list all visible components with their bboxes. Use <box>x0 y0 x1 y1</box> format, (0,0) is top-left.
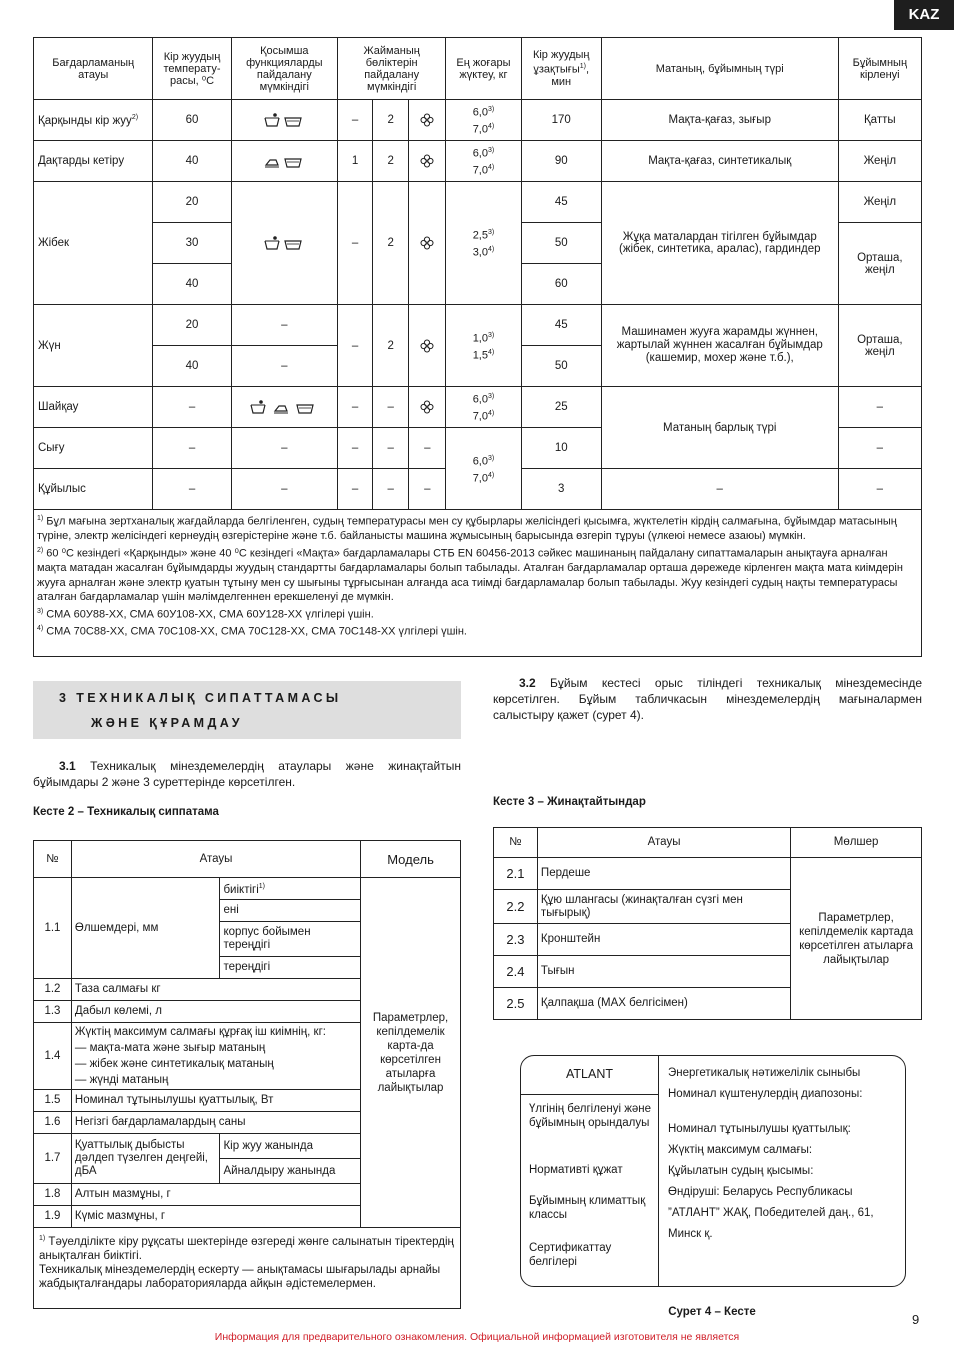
header-name: Атауы <box>71 841 360 878</box>
flower-icon <box>409 387 446 428</box>
cell-depth: тереңдігі <box>220 957 361 979</box>
program-drain: Құйылыс <box>34 469 153 510</box>
cell-name: Қалпақша (МАХ белгісімен) <box>537 988 790 1020</box>
program-wool: Жүн <box>34 305 153 387</box>
cell-part2: – <box>373 428 409 469</box>
header-model: Модель <box>361 841 461 878</box>
header-qty: Мөлшер <box>791 828 922 858</box>
header-fabric-type: Матаның, бұйымның түрі <box>601 38 838 100</box>
language-tag: KAZ <box>894 0 954 30</box>
cell-part2: 2 <box>373 141 409 182</box>
cell-part1: – <box>337 182 372 305</box>
cell-num: 1.2 <box>34 979 72 1001</box>
cell-duration: 45 <box>521 182 601 223</box>
cell-temp: 40 <box>153 346 231 387</box>
header-temperature: Кір жуудың температу- расы, ⁰С <box>153 38 231 100</box>
cell-name: Өлшемдері, мм <box>71 878 220 979</box>
cell-name: Дабыл көлемі, л <box>71 1001 360 1023</box>
cell-part2: 2 <box>373 182 409 305</box>
program-intensive: Қарқынды кір жуу$^{2)}$ <box>34 100 153 141</box>
plate-cert-label: Сертификаттау белгілері <box>529 1242 612 1268</box>
section-title-line1: 3 ТЕХНИКАЛЫҚ СИПАТТАМАСЫ <box>59 691 342 705</box>
cell-soil: Орташа, жеңіл <box>838 223 921 305</box>
cell-fabric: Машинамен жууға жарамды жүннен, жартылай жүннен жасалған бұйымдар (кашемир, мохер және т.б.), <box>601 305 838 387</box>
table-row <box>34 878 461 900</box>
cell-name: Пердеше <box>537 858 790 890</box>
footer-disclaimer: Информация для предварительного ознакомления. Официальной информацией изготовителя не является <box>214 1331 740 1343</box>
cell-fabric: Матаның барлық түрі <box>601 387 838 469</box>
table-notes <box>34 1228 461 1309</box>
header-name: Атауы <box>537 828 790 858</box>
program-rinse: Шайқау <box>34 387 153 428</box>
figure4-caption: Сурет 4 – Кесте <box>668 1306 756 1318</box>
cell-num: 1.6 <box>34 1112 72 1134</box>
cell-extra: – <box>231 346 337 387</box>
table-row <box>34 387 922 428</box>
cell-name: Кронштейн <box>537 924 790 956</box>
program-silk: Жібек <box>34 182 153 305</box>
cell-num: 1.4 <box>34 1023 72 1090</box>
components-table <box>493 827 922 1020</box>
cell-part1: – <box>337 469 372 510</box>
cell-name: Тығын <box>537 956 790 988</box>
program-spin: Сығу <box>34 428 153 469</box>
flower-icon <box>409 141 446 182</box>
cell-num: 2.1 <box>494 858 538 890</box>
programs-table <box>33 37 922 657</box>
cell-temp: 40 <box>153 264 231 305</box>
extra-icons <box>231 141 337 182</box>
cell-duration: 10 <box>521 428 601 469</box>
stain-basin-icon <box>263 153 305 169</box>
cell-soil: Орташа, жеңіл <box>838 305 921 387</box>
prewash-basin-icon <box>263 112 305 128</box>
cell-num: 1.5 <box>34 1090 72 1112</box>
prewash-basin-icon <box>263 235 305 251</box>
cell-duration: 50 <box>521 223 601 264</box>
cell-num: 2.2 <box>494 890 538 924</box>
table2-caption: Кесте 2 – Техникалық сиппатама <box>33 806 219 818</box>
cell-temp: – <box>153 387 231 428</box>
section-title-line2: ЖӘНЕ ҚҰРАМДАУ <box>91 716 243 730</box>
note-2: $^{2)}$ 60 ⁰С кезіндегі «Қарқынды» және 40 ⁰С кезіндегі «Мақта» бағдарламалары СТБ ЕN 60456-2013 сәйкес машинаның пайдалану сипаттамаларын анықтауға арналған мақта матадан жасалған бұйымдарды жуудың стандартты бағдарламалары болып табылады. Аталған бағдарламалар орташа дәрежеде кірленген мақта мата киімдерін жууға арналған және электр қуатын тұтыну мен су шығыны тұрғысынан алғанда аса тиімді бағдарламалар болып табылады. Жуу кезіндегі судың нақты температурасы аталған бағдарламалар үшін мәлімделгеннен ерекшеленуі де мүмкін. <box>37 546 903 604</box>
plate-climate-label: Бұйымның климаттық классы <box>529 1195 646 1221</box>
cell-width: ені <box>220 900 361 922</box>
extra-icons <box>231 387 337 428</box>
cell-load: 6,0$^{3)}$ 7,0$^{4)}$ <box>446 100 521 141</box>
brand-logo: ATLANT <box>566 1067 613 1081</box>
plate-model-label: Үлгінің белгіленуі және бұйымның орындалуы <box>529 1103 652 1129</box>
cell-name: Күміс мазмұны, г <box>71 1206 360 1228</box>
cell-soil: Қатты <box>838 100 921 141</box>
cell-name: Алтын мазмұны, г <box>71 1184 360 1206</box>
note-1: $^{1)}$ Бұл мағына зертханалық жағдайларда белгіленген, судың температурасы мен су құбырлары желісіндегі қысымға, жүктелетін кірдің салмағына, бұйымдар матасының түріне, электр желісіндегі кернеудің өзгерістеріне және т.б. байланысты машина жұмысының барысында өзгеріп тұруы (үлкеюі немесе азаюы) мүмкін. <box>37 515 897 543</box>
table-row <box>34 182 922 223</box>
cell-num: 1.3 <box>34 1001 72 1023</box>
cell-num: 1.7 <box>34 1134 72 1184</box>
cell-temp: 20 <box>153 305 231 346</box>
cell-temp: 30 <box>153 223 231 264</box>
cell-body-depth: корпус бойымен тереңдігі <box>220 922 361 957</box>
header-extra-functions: Қосымша функцияларды пайдалану мүмкіндігі <box>231 38 337 100</box>
cell-temp: – <box>153 469 231 510</box>
cell-part1: – <box>337 387 372 428</box>
cell-duration: 25 <box>521 387 601 428</box>
cell-part1: – <box>337 305 372 387</box>
cell-load: 6,0$^{3)}$ 7,0$^{4)}$ <box>446 141 521 182</box>
table2-note: $^{1)}$ Тәуелділікте кіру рұқсаты шектерінде өзгереді жөнге салынатын тіректердің анықталған биіктігі. Техникалық мінездемелердің ескерту — анықтамасы шығарылады арнайы жабдықталғандары лабораторияларда айқын әдістемелермен. <box>34 1228 461 1309</box>
header-duration: Кір жуудың ұзақтығы$^{1)}$, мин <box>521 38 601 100</box>
table-row <box>34 100 922 141</box>
cell-soil: Жеңіл <box>838 182 921 223</box>
cell-temp: 60 <box>153 100 231 141</box>
extra-icons <box>231 100 337 141</box>
extra-icons <box>231 182 337 305</box>
cell-part2: – <box>373 387 409 428</box>
cell-qty: Параметрлер, кепілдемелік картада көрсетілген атыларға лайықтылар <box>791 858 922 1020</box>
cell-spin: Айналдыру жанында <box>220 1159 361 1184</box>
cell-name: Номинал тұтынылушы қуаттылық, Вт <box>71 1090 360 1112</box>
cell-part2: 2 <box>373 100 409 141</box>
cell-part3: – <box>409 428 446 469</box>
header-num: № <box>34 841 72 878</box>
cell-num: 1.8 <box>34 1184 72 1206</box>
cell-fabric: Жұқа маталардан тігілген бұйымдар (жібек, синтетика, аралас), гардиндер <box>601 182 838 305</box>
page-number: 9 <box>912 1312 920 1327</box>
cell-name: Таза салмағы кг <box>71 979 360 1001</box>
cell-load: 6,0$^{3)}$ 7,0$^{4)}$ <box>446 387 521 428</box>
plate-right-column: Энергетикалық нәтижелілік сыныбы Номинал күштенулердің диапозоны: Номинал тұтынылушы қуаттылық: Жүктің максимум салмағы: Құйылатын судың қысымы: Өндіруші: Беларусь Республикасы ”АТЛАНТ” ЖАҚ, Победителей даң., 61, Минск қ. <box>668 1067 874 1240</box>
cell-duration: 50 <box>521 346 601 387</box>
tech-specs-table <box>33 840 461 1309</box>
cell-duration: 170 <box>521 100 601 141</box>
cell-name: Жүктің максимум салмағы құрғақ іш киімнің, кг: — мақта-мата және зығыр матаның — жібек және синтетикалық матаның — жүнді матаның <box>71 1023 360 1090</box>
rinse-icons <box>249 399 319 415</box>
cell-num: 1.1 <box>34 878 72 979</box>
cell-fabric: Мақта-қағаз, синтетикалық <box>601 141 838 182</box>
cell-part3: – <box>409 469 446 510</box>
flower-icon <box>409 182 446 305</box>
cell-duration: 90 <box>521 141 601 182</box>
cell-duration: 3 <box>521 469 601 510</box>
cell-part2: 2 <box>373 305 409 387</box>
table-row <box>34 141 922 182</box>
rating-plate <box>520 1055 906 1287</box>
paragraph-3-1: 3.1 Техникалық мінездемелердің атаулары және жинақтайтын бұйымдары 2 және 3 суреттерінде көрсетілген. <box>33 759 461 789</box>
cell-extra: – <box>231 305 337 346</box>
table-row <box>34 305 922 346</box>
header-num: № <box>494 828 538 858</box>
cell-num: 2.4 <box>494 956 538 988</box>
cell-load: 6,0$^{3)}$ 7,0$^{4)}$ <box>446 428 521 510</box>
cell-temp: 40 <box>153 141 231 182</box>
cell-num: 2.5 <box>494 988 538 1020</box>
table-row <box>494 858 922 890</box>
note-3: $^{3)}$ СМА 60У88-ХХ, СМА 60У108-ХХ, СМА 60У128-ХХ үлгілері үшін. <box>37 607 374 621</box>
cell-fabric: – <box>601 469 838 510</box>
cell-extra: – <box>231 428 337 469</box>
cell-name: Құю шлангасы (жинақталған сүзгі мен тығырық) <box>537 890 790 924</box>
cell-part1: – <box>337 100 372 141</box>
cell-load: 2,5$^{3)}$ 3,0$^{4)}$ <box>446 182 521 305</box>
cell-temp: – <box>153 428 231 469</box>
cell-name: Негізгі бағдарламалардың саны <box>71 1112 360 1134</box>
cell-part1: – <box>337 428 372 469</box>
cell-height: биіктігі$^{1)}$ <box>220 878 361 900</box>
cell-duration: 60 <box>521 264 601 305</box>
flower-icon <box>409 305 446 387</box>
header-panel-parts: Жайманың бөліктерін пайдалану мүмкіндігі <box>337 38 445 100</box>
cell-part1: 1 <box>337 141 372 182</box>
section-heading <box>33 681 461 739</box>
cell-soil: Жеңіл <box>838 141 921 182</box>
cell-model: Параметрлер, кепілдемелік карта-да көрсетілген атыларға лайықтылар <box>361 878 461 1228</box>
program-stain-removal: Дақтарды кетіру <box>34 141 153 182</box>
cell-num: 2.3 <box>494 924 538 956</box>
header-program-name: Бағдарламаның атауы <box>34 38 153 100</box>
table3-caption: Кесте 3 – Жинақтайтындар <box>493 796 646 808</box>
cell-soil: – <box>838 428 921 469</box>
table-notes <box>34 510 922 657</box>
paragraph-3-2: 3.2 Бұйым кестесі орыс тіліндегі техникалық мінездемесінде көрсетілген. Бұйым табличкасын мінездемелердің мағыналармен салыстыру қажет (сурет 4). <box>493 676 922 722</box>
cell-name: Қуаттылық дыбысты дәлдеп түзелген деңгейі, дБА <box>71 1134 220 1184</box>
cell-fabric: Мақта-қағаз, зығыр <box>601 100 838 141</box>
plate-norm-label: Нормативті құжат <box>529 1164 623 1176</box>
cell-soil: – <box>838 469 921 510</box>
flower-icon <box>409 100 446 141</box>
cell-duration: 45 <box>521 305 601 346</box>
header-soil-level: Бұйымның кірленуі <box>838 38 921 100</box>
note-4: $^{4)}$ СМА 70С88-ХХ, СМА 70С108-ХХ, СМА 70С128-ХХ, СМА 70С148-ХХ үлгілері үшін. <box>37 625 467 638</box>
cell-extra: – <box>231 469 337 510</box>
cell-wash: Кір жуу жанында <box>220 1134 361 1159</box>
cell-part2: – <box>373 469 409 510</box>
cell-num: 1.9 <box>34 1206 72 1228</box>
cell-temp: 20 <box>153 182 231 223</box>
cell-soil: – <box>838 387 921 428</box>
header-max-load: Ең жоғары жүктеу, кг <box>446 38 521 100</box>
cell-load: 1,0$^{3)}$ 1,5$^{4)}$ <box>446 305 521 387</box>
